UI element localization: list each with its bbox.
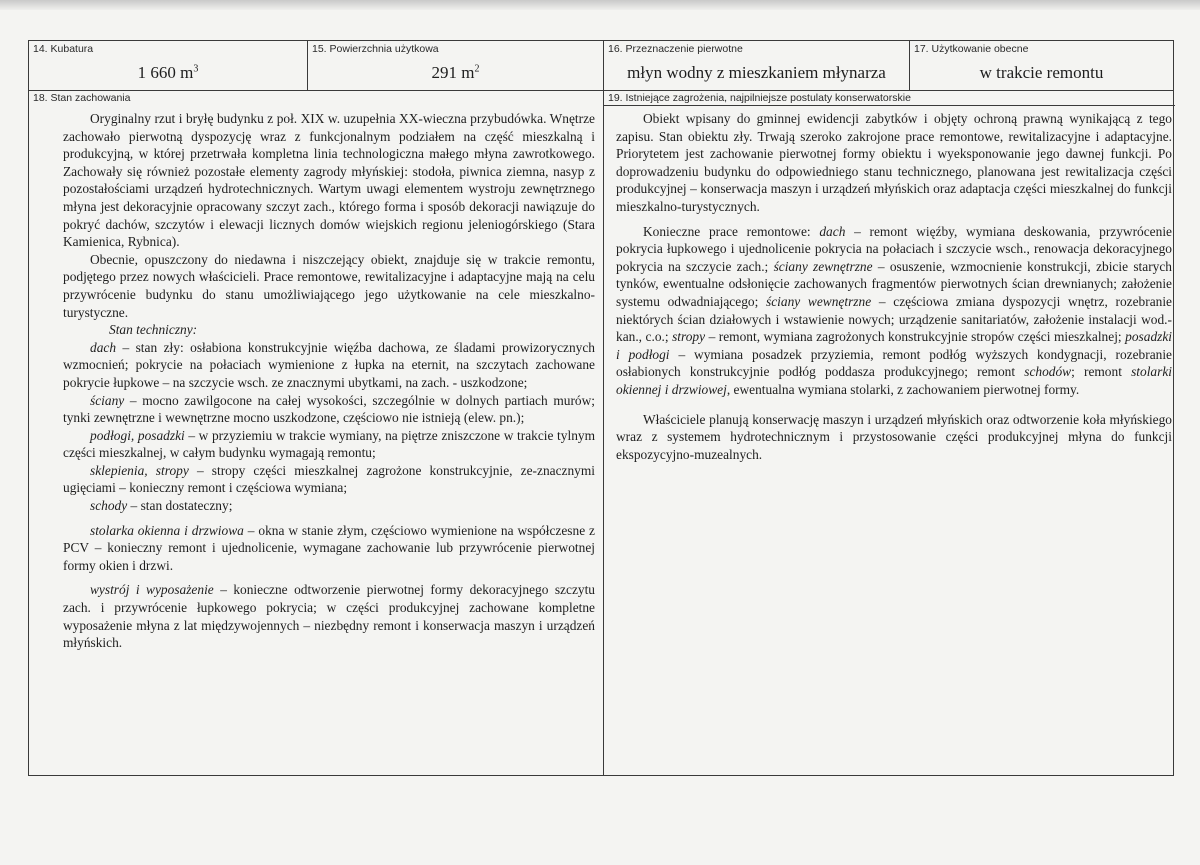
label-divider (604, 105, 1175, 106)
zagrozenia-label: 19. Istniejące zagrożenia, najpilniejsze postulaty konserwatorskie (608, 92, 911, 104)
paragraph: Właściciele planują konserwację maszyn i urządzeń młyńskich oraz odtworzenie koła młyńskiego wraz z systemem hydrotechnicznym i przystosowanie części produkcyjnej młyna do funkcji ekspozycyjno-muzealnych. (616, 411, 1172, 462)
wystroj-item: wystrój i wyposażenie – konieczne odtworzenie pierwotnej formy dekoracyjnego szczytu zach. i przywrócenie łupkowego pokrycia; w części produkcyjnej zachowane kompletne wyposażenie młyna z lat międzywojennych – niezbędny remont i konserwacja maszyn i urządzeń młyńskich. (63, 582, 596, 651)
stan-zachowania-label: 18. Stan zachowania (33, 92, 131, 104)
dach-item: dach – stan zły: osłabiona konstrukcyjnie więźba dachowa, ze śladami prowizorycznych wzmocnień; pokrycie na połaciach wymienione z łupka na eternit, na szczytach zachowane pokrycie łupkowe – na szczycie wsch. ze znacznymi ubytkami, na zach. - uszkodzone; (63, 339, 595, 390)
kubatura-value: 1 660 $m^3$ (137, 63, 199, 82)
stan-zachowania-section (29, 91, 603, 775)
kubatura-label: 14. Kubatura (33, 43, 94, 55)
przeznaczenie-value: młyn wodny z mieszkaniem młynarza (627, 63, 886, 82)
header-row (29, 41, 1173, 91)
stan-techniczny-heading: Stan techniczny: (109, 322, 198, 338)
kubatura-cell (29, 41, 307, 90)
powierzchnia-label: 15. Powierzchnia użytkowa (312, 43, 439, 55)
zagrozenia-text (616, 110, 1172, 463)
podlogi-item: podłogi, posadzki – w przyziemiu w trakcie wymiany, na piętrze zniszczone w trakcie tylnym części mieszkalnej, w całym budynku wymagają remontu; (63, 427, 595, 461)
stan-zachowania-text (63, 110, 595, 652)
uzytkowanie-label: 17. Użytkowanie obecne (914, 43, 1029, 55)
zagrozenia-section (603, 91, 1175, 775)
sciany-item: ściany – mocno zawilgocone na całej wysokości, szczególnie w dolnych partiach murów; tynki zewnętrzne i wewnętrzne mocno uszkodzone, częściowo nie istnieją (elew. pn.); (63, 392, 595, 426)
paragraph: Obecnie, opuszczony do niedawna i niszczejący obiekt, znajduje się w trakcie remontu, podjętego przez nowych właścicieli. Prace remontowe, rewitalizacyjne i adaptacyjne mają na celu przywrócenie budynku do stanu umożliwiającego jego użytkowanie na cele mieszkalno-turystyczne. (63, 251, 595, 320)
powierzchnia-value: 291 $m^2$ (431, 63, 480, 82)
stolarka-item: stolarka okienna i drzwiowa – okna w stanie złym, częściowo wymienione na współczesne z PCV – konieczny remont i ujednolicenie, wymagane zachowanie lub przywrócenie pierwotnej formy okien i drzwi. (63, 522, 595, 573)
scan-edge (0, 0, 1200, 10)
sklepienia-item: sklepienia, stropy – stropy części mieszkalnej zagrożone konstrukcyjnie, ze-znacznymi ugięciami – konieczny remont i częściowa wymiana; (63, 462, 595, 496)
powierzchnia-cell (307, 41, 603, 90)
uzytkowanie-cell (909, 41, 1173, 90)
paragraph: Oryginalny rzut i bryłę budynku z poł. XIX w. uzupełnia XX-wieczna przybudówka. Wnętrze zachowało pierwotną dyspozycję wraz z funkcjonalnym podziałem na część mieszkalną i produkcyjną, w której przetrwała kompletna linia technologiczna małego młyna zawrotkowego. Zachowały się również pozostałe elementy zagrody młyńskiej: stodoła, piwnica ziemna, nasyp z pozostałościami urządzeń hydrotechnicznych. Wartym uwagi elementem wystroju zewnętrznego młyna jest dekoracyjnie opracowany szczyt zach., którego forma i sposób dekoracji nawiązuje do pokryć dachów, szczytów i elewacji licznych domów wiejskich regionu jeleniogórskiego (Stara Kamienica, Rybnica). (63, 111, 595, 250)
przeznaczenie-label: 16. Przeznaczenie pierwotne (608, 43, 743, 55)
przeznaczenie-cell (603, 41, 909, 90)
schody-item: schody – stan dostateczny; (90, 498, 233, 514)
prace-remontowe-paragraph: Konieczne prace remontowe: dach – remont więźby, wymiana deskowania, przywrócenie pokrycia łupkowego i ujednolicenie pokrycia na połaciach i szczycie wsch., renowacja dekoracyjnego pokrycia na szczycie zach.; ściany zewnętrzne – osuszenie, wzmocnienie konstrukcji, zbicie starych tynków, ewentualne odsłonięcie zachowanych fragmentów pierwotnych ścian drewnianych; założenie systemu odwadniającego; ściany wewnętrzne – częściowa zmiana dyspozycji wnętrz, rozebranie niektórych ścian działowych i wstawienie nowych; urządzenie sanitariatów, założenie instalacji wod.-kan., c.o.; stropy – remont, wymiana zagrożonych konstrukcyjnie stropów części mieszkalnej; posadzki i podłogi – wymiana posadzek przyziemia, remont podłóg wyższych kondygnacji, rozebranie osłabionych konstrukcyjnie podłóg poddasza produkcyjnego; remont schodów; remont stolarki okiennej i drzwiowej, ewentualna wymiana stolarki, z zachowaniem pierwotnej formy. (616, 223, 1173, 397)
uzytkowanie-value: w trakcie remontu (979, 63, 1104, 82)
heritage-record-card (28, 40, 1174, 776)
paragraph: Obiekt wpisany do gminnej ewidencji zabytków i objęty ochroną prawną wynikającą z tego zapisu. Stan obiektu zły. Trwają szeroko zakrojone prace remontowe, rewitalizacyjne i adaptacyjne. Priorytetem jest zachowanie pierwotnej formy obiektu i wyeksponowanie jego dawnej funkcji. Po doprowadzeniu budynku do odpowiedniego stanu technicznego, planowana jest rewitalizacja części produkcyjnej – konserwacja maszyn i urządzeń młyńskich oraz adaptacja części mieszkalnej do funkcji mieszkalno-turystycznych. (616, 111, 1172, 214)
